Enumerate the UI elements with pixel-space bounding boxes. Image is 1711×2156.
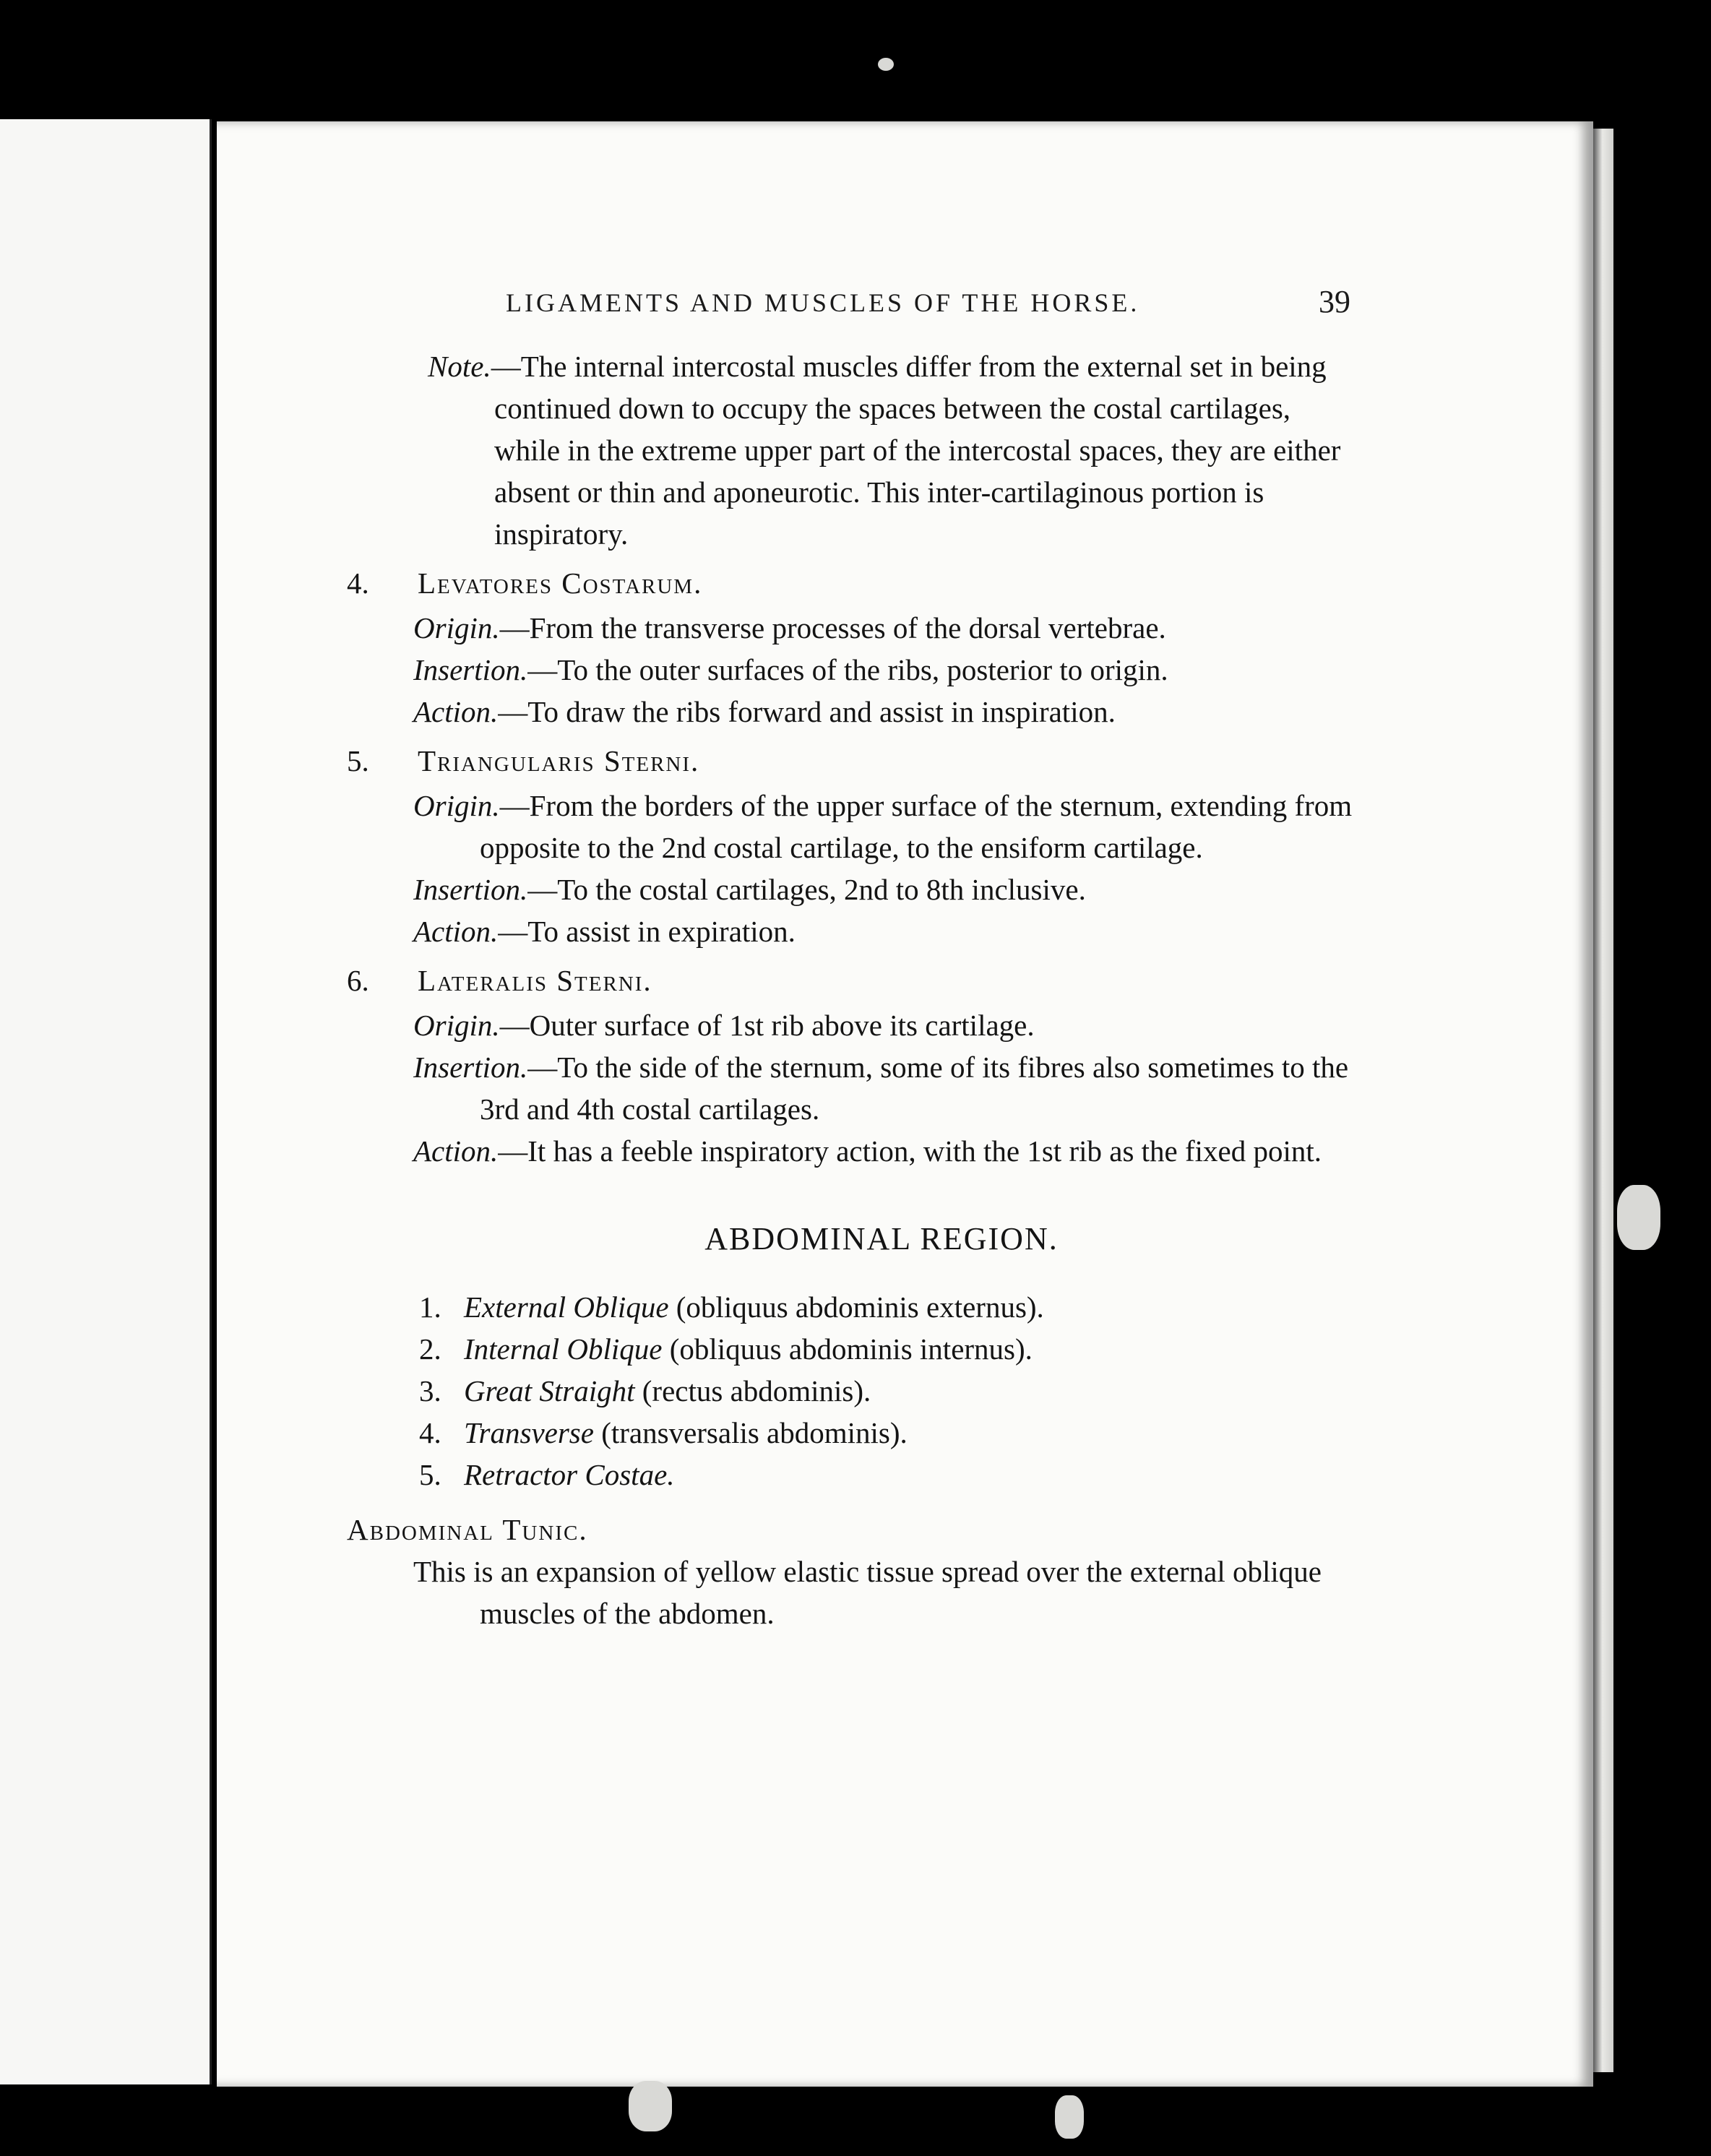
note-text: —The internal intercostal muscles differ from the external set in being continued down to occupy the spaces between the costal cartilages, while in the extreme upper part of the intercostal spaces, they are either absent or thin and aponeurotic. This inter-cartilaginous portion is inspiratory. — [491, 350, 1341, 551]
muscle-heading — [347, 740, 1358, 782]
tunic-heading: Abdominal Tunic. — [347, 1513, 588, 1546]
list-muscle-name: Internal Oblique — [464, 1332, 663, 1366]
origin-line — [413, 785, 1358, 868]
list-latin-name: (rectus abdominis). — [634, 1374, 871, 1407]
page-number: 39 — [1319, 284, 1350, 319]
action-line — [413, 1130, 1358, 1172]
origin-line — [413, 1004, 1358, 1046]
list-item — [419, 1286, 1358, 1328]
muscle-heading — [347, 562, 1358, 604]
action-text: —It has a feeble inspiratory action, with the 1st rib as the fixed point. — [498, 1134, 1322, 1168]
list-item — [419, 1412, 1358, 1454]
note-paragraph — [428, 345, 1358, 555]
action-line — [413, 691, 1358, 733]
scan-speck — [1055, 2095, 1084, 2139]
list-number: 4. — [419, 1416, 441, 1449]
insertion-text: —To the side of the sternum, some of its fibres also sometimes to the 3rd and 4th costal cartilages. — [480, 1051, 1349, 1126]
tunic-paragraph: This is an expansion of yellow elastic tissue spread over the external oblique muscles of the abdomen. — [413, 1555, 1322, 1630]
list-latin-name: (obliquus abdominis internus). — [662, 1332, 1033, 1366]
insertion-text: —To the costal cartilages, 2nd to 8th inclusive. — [527, 873, 1086, 906]
section-title: ABDOMINAL REGION. — [704, 1221, 1059, 1256]
insertion-text: —To the outer surfaces of the ribs, posterior to origin. — [527, 653, 1168, 686]
muscle-entry — [347, 740, 1358, 952]
list-muscle-name: External Oblique — [464, 1290, 669, 1324]
action-label: Action. — [413, 1134, 499, 1168]
insertion-label: Insertion. — [413, 873, 528, 906]
scan-speck — [629, 2081, 672, 2131]
muscle-number: 5. — [347, 744, 369, 777]
list-number: 2. — [419, 1332, 441, 1366]
origin-text: —From the transverse processes of the dorsal vertebrae. — [499, 611, 1166, 644]
note-label: Note. — [428, 350, 491, 383]
insertion-line — [413, 649, 1358, 691]
list-muscle-name: Great Straight — [464, 1374, 635, 1407]
list-item — [419, 1454, 1358, 1496]
abdominal-muscle-list — [419, 1286, 1358, 1496]
page-content — [347, 345, 1358, 1634]
running-head: LIGAMENTS AND MUSCLES OF THE HORSE. — [506, 288, 1140, 317]
list-muscle-name: Transverse — [464, 1416, 594, 1449]
scan-speck — [1617, 1185, 1660, 1250]
insertion-label: Insertion. — [413, 653, 528, 686]
muscle-number: 6. — [347, 964, 369, 997]
list-item — [419, 1328, 1358, 1370]
origin-label: Origin. — [413, 611, 500, 644]
origin-label: Origin. — [413, 789, 500, 822]
list-latin-name: (obliquus abdominis externus). — [668, 1290, 1044, 1324]
list-item — [419, 1370, 1358, 1412]
action-label: Action. — [413, 695, 499, 728]
scan-speck — [878, 58, 894, 71]
list-latin-name: (transversalis abdominis). — [593, 1416, 908, 1449]
action-line — [413, 910, 1358, 952]
muscle-number: 4. — [347, 566, 369, 600]
action-text: —To draw the ribs forward and assist in inspiration. — [498, 695, 1116, 728]
muscle-name: Lateralis Sterni. — [418, 964, 652, 997]
list-muscle-name: Retractor Costae. — [464, 1458, 675, 1491]
list-number: 5. — [419, 1458, 441, 1491]
page-fore-edge — [1593, 129, 1613, 2072]
list-number: 3. — [419, 1374, 441, 1407]
action-label: Action. — [413, 915, 499, 948]
insertion-line — [413, 868, 1358, 910]
muscle-name: Levatores Costarum. — [418, 566, 703, 600]
origin-text: —Outer surface of 1st rib above its cartilage. — [499, 1009, 1035, 1042]
origin-label: Origin. — [413, 1009, 500, 1042]
facing-page-edge — [0, 119, 212, 2084]
muscle-entry — [347, 562, 1358, 733]
muscle-entry — [347, 960, 1358, 1172]
origin-line — [413, 607, 1358, 649]
insertion-line — [413, 1046, 1358, 1130]
origin-text: —From the borders of the upper surface of the sternum, extending from opposite to the 2nd costal cartilage, to the ensiform cartilage. — [480, 789, 1353, 864]
action-text: —To assist in expiration. — [498, 915, 796, 948]
insertion-label: Insertion. — [413, 1051, 528, 1084]
muscle-heading — [347, 960, 1358, 1001]
muscle-name: Triangularis Sterni. — [418, 744, 700, 777]
list-number: 1. — [419, 1290, 441, 1324]
